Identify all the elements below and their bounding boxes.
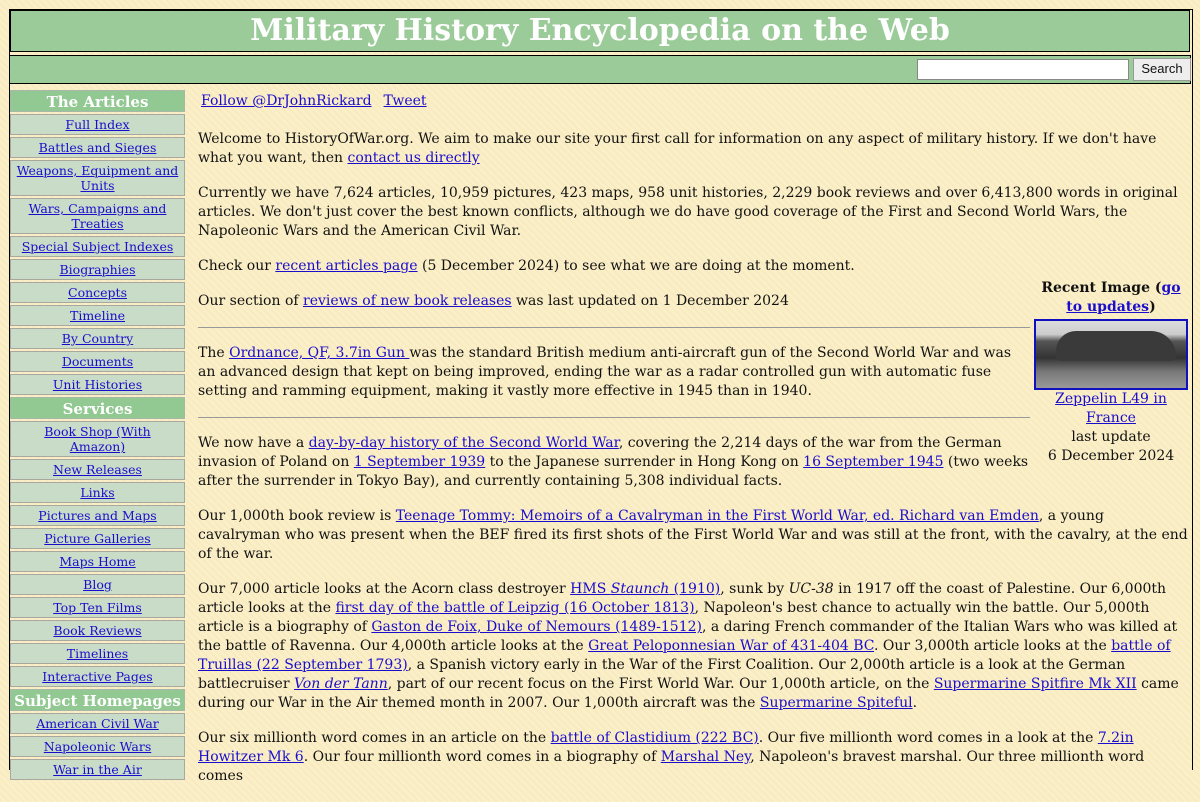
sidebar-link[interactable]: Unit Histories: [52, 377, 143, 392]
paragraph-text: . Our 3,000th article looks at the: [874, 638, 1112, 654]
search-button[interactable]: Search: [1133, 58, 1191, 81]
sidebar-item[interactable]: [10, 374, 185, 395]
paragraph-text: Our 7,000 article looks at the Acorn class destroyer: [198, 581, 571, 597]
intro-paragraph: [198, 130, 1188, 168]
paragraph-text: was the standard British medium anti-aircraft gun of the Second World War and was an advanced design that kept on being improved, ending the war as a radar controlled gun with automatic fuse setting and ramming equipment, making it vastly more effective in 1945 than in 1940.: [198, 345, 1012, 399]
paragraph-text: Our section of: [198, 293, 304, 309]
paragraph-text: . Our four millionth word comes in a biography of: [303, 749, 661, 765]
paragraph-text: , a daring French commander of the Italian Wars who was killed at the battle of Ravenna. Our 4,000th article looks at the: [198, 619, 1178, 654]
paragraph-text: to the Japanese surrender in Hong Kong on: [485, 454, 804, 470]
paragraph-text: (5 December 2024) to see what we are doing at the moment.: [417, 258, 855, 274]
sidebar-link[interactable]: Battles and Sieges: [38, 140, 157, 155]
intro-paragraph: [198, 729, 1188, 786]
search-bar: [9, 55, 1191, 84]
sidebar-link[interactable]: Timelines: [66, 646, 129, 661]
recent-image[interactable]: [1034, 319, 1188, 390]
sidebar-link[interactable]: Timeline: [69, 308, 126, 323]
intro-paragraph: [198, 184, 1188, 241]
sidebar-link[interactable]: Concepts: [68, 285, 127, 300]
sidebar-link[interactable]: Interactive Pages: [42, 669, 153, 684]
sidebar-link[interactable]: Biographies: [59, 262, 136, 277]
sidebar-link[interactable]: By Country: [61, 331, 134, 346]
follow-link[interactable]: Follow @DrJohnRickard: [201, 93, 372, 109]
sidebar-item[interactable]: [10, 482, 185, 503]
sidebar-link[interactable]: Blog: [83, 577, 112, 592]
search-input[interactable]: [917, 59, 1129, 80]
last-update-label: last update: [1071, 429, 1151, 445]
sidebar-link[interactable]: Book Reviews: [53, 623, 142, 638]
sidebar-item[interactable]: [10, 421, 185, 457]
sidebar-link[interactable]: Special Subject Indexes: [21, 239, 174, 254]
paragraph-text: , covering the 2,214 days of the war from the German invasion of Poland on: [198, 435, 1002, 470]
sidebar-link[interactable]: American Civil War: [36, 716, 159, 731]
article-link[interactable]: HMS: [570, 581, 611, 597]
site-title: Military History Encyclopedia on the Web: [10, 10, 1190, 52]
sidebar-item[interactable]: [10, 459, 185, 480]
paragraph-text: Our six millionth word comes in an article on the: [198, 730, 551, 746]
paragraph-text: Our 1,000th book review is: [198, 508, 396, 524]
article-link[interactable]: battle of Truillas (22 September 1793): [198, 638, 1171, 673]
article-link[interactable]: contact us directly: [347, 150, 480, 166]
article-link[interactable]: battle of Clastidium (222 BC): [550, 730, 759, 746]
tweet-link[interactable]: Tweet: [383, 93, 427, 109]
article-link[interactable]: Teenage Tommy: Memoirs of a Cavalryman in the First World War, ed. Richard van Emden: [395, 508, 1039, 524]
sidebar-section-header: Services: [10, 397, 185, 419]
sidebar-link[interactable]: New Releases: [53, 462, 142, 477]
article-link[interactable]: Supermarine Spitfire Mk XII: [933, 676, 1137, 692]
article-link[interactable]: day-by-day history of the Second World War: [308, 435, 619, 451]
intro-paragraph: [198, 434, 1030, 491]
sidebar-link[interactable]: Full Index: [65, 117, 130, 132]
recent-image-caption-link[interactable]: Zeppelin L49 in France: [1055, 391, 1167, 426]
article-link[interactable]: Ordnance, QF, 3.7in Gun: [229, 345, 410, 361]
article-link[interactable]: Marshal Ney: [660, 749, 751, 765]
paragraph-text: , a young cavalryman who was present when the BEF fired its first shots of the First World War and was still at the front, with the cavalry, at the end of the war.: [198, 508, 1188, 562]
recent-image-title: Recent Image (go to updates): [1041, 280, 1181, 315]
sidebar-link[interactable]: Links: [80, 485, 115, 500]
sidebar-item[interactable]: [10, 305, 185, 326]
paragraph-text: , sunk by: [720, 581, 789, 597]
paragraph-text: in 1917 off the coast of Palestine. Our 6,000th article looks at the: [198, 581, 1167, 616]
sidebar-link[interactable]: War in the Air: [53, 762, 142, 777]
sidebar-item[interactable]: [10, 643, 185, 664]
article-link[interactable]: Gaston de Foix, Duke of Nemours (1489-1512): [371, 619, 702, 635]
sidebar-link[interactable]: Wars, Campaigns and Treaties: [28, 201, 167, 231]
intro-paragraph: [198, 257, 1188, 276]
intro-paragraph: [198, 507, 1188, 564]
sidebar-item[interactable]: [10, 282, 185, 303]
sidebar-item[interactable]: [10, 160, 185, 196]
sidebar-item[interactable]: [10, 528, 185, 549]
sidebar-item[interactable]: [10, 551, 185, 572]
sidebar-item[interactable]: [10, 713, 185, 734]
sidebar-item[interactable]: [10, 137, 185, 158]
sidebar-item[interactable]: [10, 236, 185, 257]
paragraph-text: We now have a: [198, 435, 309, 451]
paragraph-text: UC-38: [788, 581, 834, 597]
paragraph-text: , Napoleon's best chance to actually win the battle. Our 5,000th article is a biography of: [198, 600, 1150, 635]
paragraph-text: The: [198, 345, 230, 361]
sidebar-item[interactable]: [10, 620, 185, 641]
sidebar-section-header: Subject Homepages: [10, 689, 185, 711]
sidebar-item[interactable]: [10, 666, 185, 687]
paragraph-text: .: [912, 695, 918, 711]
sidebar-item[interactable]: [10, 114, 185, 135]
sidebar-link[interactable]: Documents: [61, 354, 134, 369]
sidebar: [10, 90, 185, 782]
sidebar-item[interactable]: [10, 574, 185, 595]
divider: [198, 417, 1030, 418]
sidebar-item[interactable]: [10, 198, 185, 234]
sidebar-item[interactable]: [10, 759, 185, 780]
sidebar-item[interactable]: [10, 328, 185, 349]
sidebar-link[interactable]: Book Shop (With Amazon): [44, 424, 151, 454]
sidebar-link[interactable]: Weapons, Equipment and Units: [16, 163, 179, 193]
paragraph-text: was last updated on 1 December 2024: [511, 293, 789, 309]
article-link[interactable]: first day of the battle of Leipzig (16 October 1813): [335, 600, 695, 616]
article-link[interactable]: 1 September 1939: [353, 454, 486, 470]
sidebar-link[interactable]: Napoleonic Wars: [43, 739, 152, 754]
sidebar-link[interactable]: Picture Galleries: [44, 531, 151, 546]
article-link[interactable]: (1910): [669, 581, 721, 597]
article-link[interactable]: Supermarine Spiteful: [759, 695, 913, 711]
recent-image-box: [1032, 279, 1190, 466]
article-link[interactable]: 7.2in Howitzer Mk 6: [198, 730, 1134, 765]
last-update-date: 6 December 2024: [1047, 448, 1175, 464]
intro-paragraph: [198, 580, 1188, 713]
sidebar-link[interactable]: Top Ten Films: [53, 600, 142, 615]
sidebar-item[interactable]: [10, 505, 185, 526]
sidebar-link[interactable]: Maps Home: [59, 554, 136, 569]
paragraph-text: , a Spanish victory early in the War of the First Coalition. Our 2,000th article is a look at the German battlecruiser: [198, 657, 1126, 692]
article-link[interactable]: Great Peloponnesian War of 431-404 BC: [588, 638, 875, 654]
sidebar-item[interactable]: [10, 597, 185, 618]
paragraph-text: Check our: [198, 258, 276, 274]
article-link[interactable]: Von der Tann: [293, 676, 388, 692]
intro-paragraph: [198, 344, 1030, 401]
paragraph-text: Welcome to HistoryOfWar.org. We aim to make our site your first call for information on any aspect of military history. If we don't have what you want, then: [198, 131, 1157, 166]
article-link[interactable]: 16 September 1945: [803, 454, 944, 470]
paragraph-text: , part of our recent focus on the First World War. Our 1,000th article, on the: [387, 676, 934, 692]
sidebar-item[interactable]: [10, 351, 185, 372]
divider: [198, 327, 1030, 328]
paragraph-text: (two weeks after the surrender in Tokyo Bay), and currently containing 5,308 individual facts.: [198, 454, 1029, 489]
article-link[interactable]: reviews of new book releases: [303, 293, 512, 309]
article-link[interactable]: Staunch: [610, 581, 670, 597]
article-link[interactable]: recent articles page: [275, 258, 418, 274]
paragraph-text: . Our five millionth word comes in a look at the: [758, 730, 1098, 746]
sidebar-item[interactable]: [10, 736, 185, 757]
sidebar-link[interactable]: Pictures and Maps: [38, 508, 157, 523]
intro-paragraph: [198, 292, 1030, 311]
paragraph-text: , Napoleon's bravest marshal. Our three millionth word comes: [198, 749, 1145, 784]
paragraph-text: Currently we have 7,624 articles, 10,959 pictures, 423 maps, 958 unit histories, 2,229 book reviews and over 6,413,800 words in original articles. We don't just cover the best known conflicts, although we do have good coverage of the First and Second World Wars, the Napoleonic Wars and the American Civil War.: [198, 185, 1178, 239]
paragraph-text: came during our War in the Air themed month in 2007. Our 1,000th aircraft was the: [198, 676, 1179, 711]
sidebar-item[interactable]: [10, 259, 185, 280]
sidebar-section-header: The Articles: [10, 90, 185, 112]
go-to-updates-link[interactable]: go to updates: [1066, 280, 1181, 315]
